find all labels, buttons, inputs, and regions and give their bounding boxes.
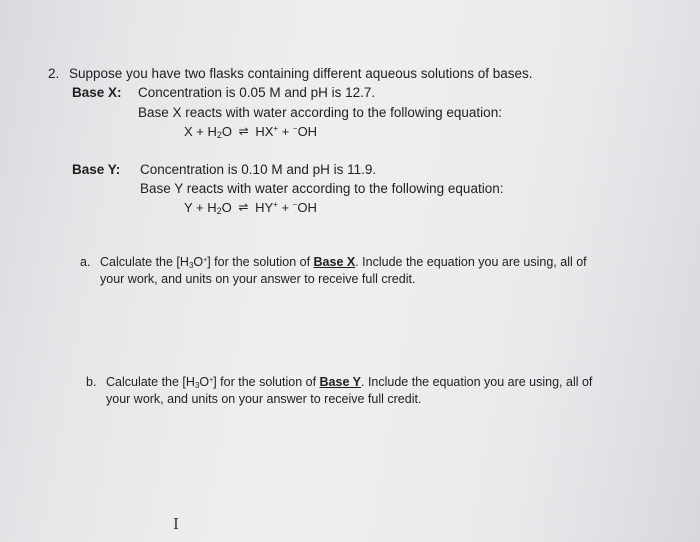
eq-y-part-c: HY bbox=[255, 200, 274, 215]
base-y-reaction-text: Base Y reacts with water according to the following equation: bbox=[140, 181, 504, 196]
question-text: Suppose you have two flasks containing different aqueous solutions of bases. bbox=[69, 66, 533, 81]
eq-x-part-b: O bbox=[221, 124, 233, 139]
part-b-sup: + bbox=[209, 377, 214, 384]
part-b-o: O bbox=[199, 375, 210, 389]
eq-y-sup-minus: − bbox=[292, 200, 298, 209]
part-b-sub: 3 bbox=[194, 381, 200, 390]
eq-x-part-e: OH bbox=[297, 124, 318, 139]
eq-x-sup-minus: − bbox=[292, 124, 298, 133]
eq-y-part-d: + bbox=[277, 200, 293, 215]
part-b-line-2: your work, and units on your answer to receive full credit. bbox=[106, 392, 422, 406]
equilibrium-arrow-icon: ⇌ bbox=[238, 200, 249, 214]
part-a-line-1 bbox=[100, 255, 587, 269]
eq-x-part-d: + bbox=[278, 124, 293, 139]
part-a-pre: Calculate the [H bbox=[100, 255, 189, 269]
eq-y-sub: 2 bbox=[216, 206, 222, 216]
part-b-base: Base Y bbox=[319, 375, 361, 389]
base-y-equation bbox=[184, 200, 317, 215]
base-x-concentration: Concentration is 0.05 M and pH is 12.7. bbox=[138, 85, 376, 100]
eq-y-part-e: OH bbox=[297, 200, 317, 215]
part-a-line-2: your work, and units on your answer to receive full credit. bbox=[100, 272, 416, 286]
question-number: 2. bbox=[48, 66, 60, 81]
part-a-letter: a. bbox=[80, 255, 91, 269]
eq-y-part-b: O bbox=[221, 200, 232, 215]
base-y-concentration: Concentration is 0.10 M and pH is 11.9. bbox=[140, 162, 377, 177]
eq-y-part-a: Y + H bbox=[184, 200, 217, 215]
part-b-letter: b. bbox=[86, 375, 97, 389]
part-a-rest: . Include the equation you are using, all of bbox=[355, 255, 587, 269]
part-a-post: ] for the solution of bbox=[207, 255, 314, 269]
part-a-base: Base X bbox=[313, 255, 356, 269]
part-b-pre: Calculate the [H bbox=[106, 375, 195, 389]
base-x-label: Base X: bbox=[72, 85, 122, 100]
equilibrium-arrow-icon: ⇌ bbox=[238, 124, 249, 138]
base-x-equation bbox=[184, 124, 317, 139]
part-a-sub: 3 bbox=[188, 261, 194, 270]
base-x-reaction-text: Base X reacts with water according to the following equation: bbox=[138, 105, 502, 120]
text-cursor-icon: I bbox=[173, 515, 179, 533]
base-y-label: Base Y: bbox=[72, 162, 121, 177]
part-b-post: ] for the solution of bbox=[213, 375, 320, 389]
eq-y-sup-plus: + bbox=[273, 200, 278, 209]
eq-x-part-c: HX bbox=[255, 124, 274, 139]
part-a-o: O bbox=[193, 255, 204, 269]
eq-x-part-a: X + H bbox=[184, 124, 217, 139]
eq-x-sub: 2 bbox=[216, 130, 222, 140]
part-b-line-1 bbox=[106, 375, 592, 389]
part-a-sup: + bbox=[203, 257, 208, 264]
eq-x-sup-plus: + bbox=[273, 124, 279, 133]
part-b-rest: . Include the equation you are using, all of bbox=[361, 375, 593, 389]
